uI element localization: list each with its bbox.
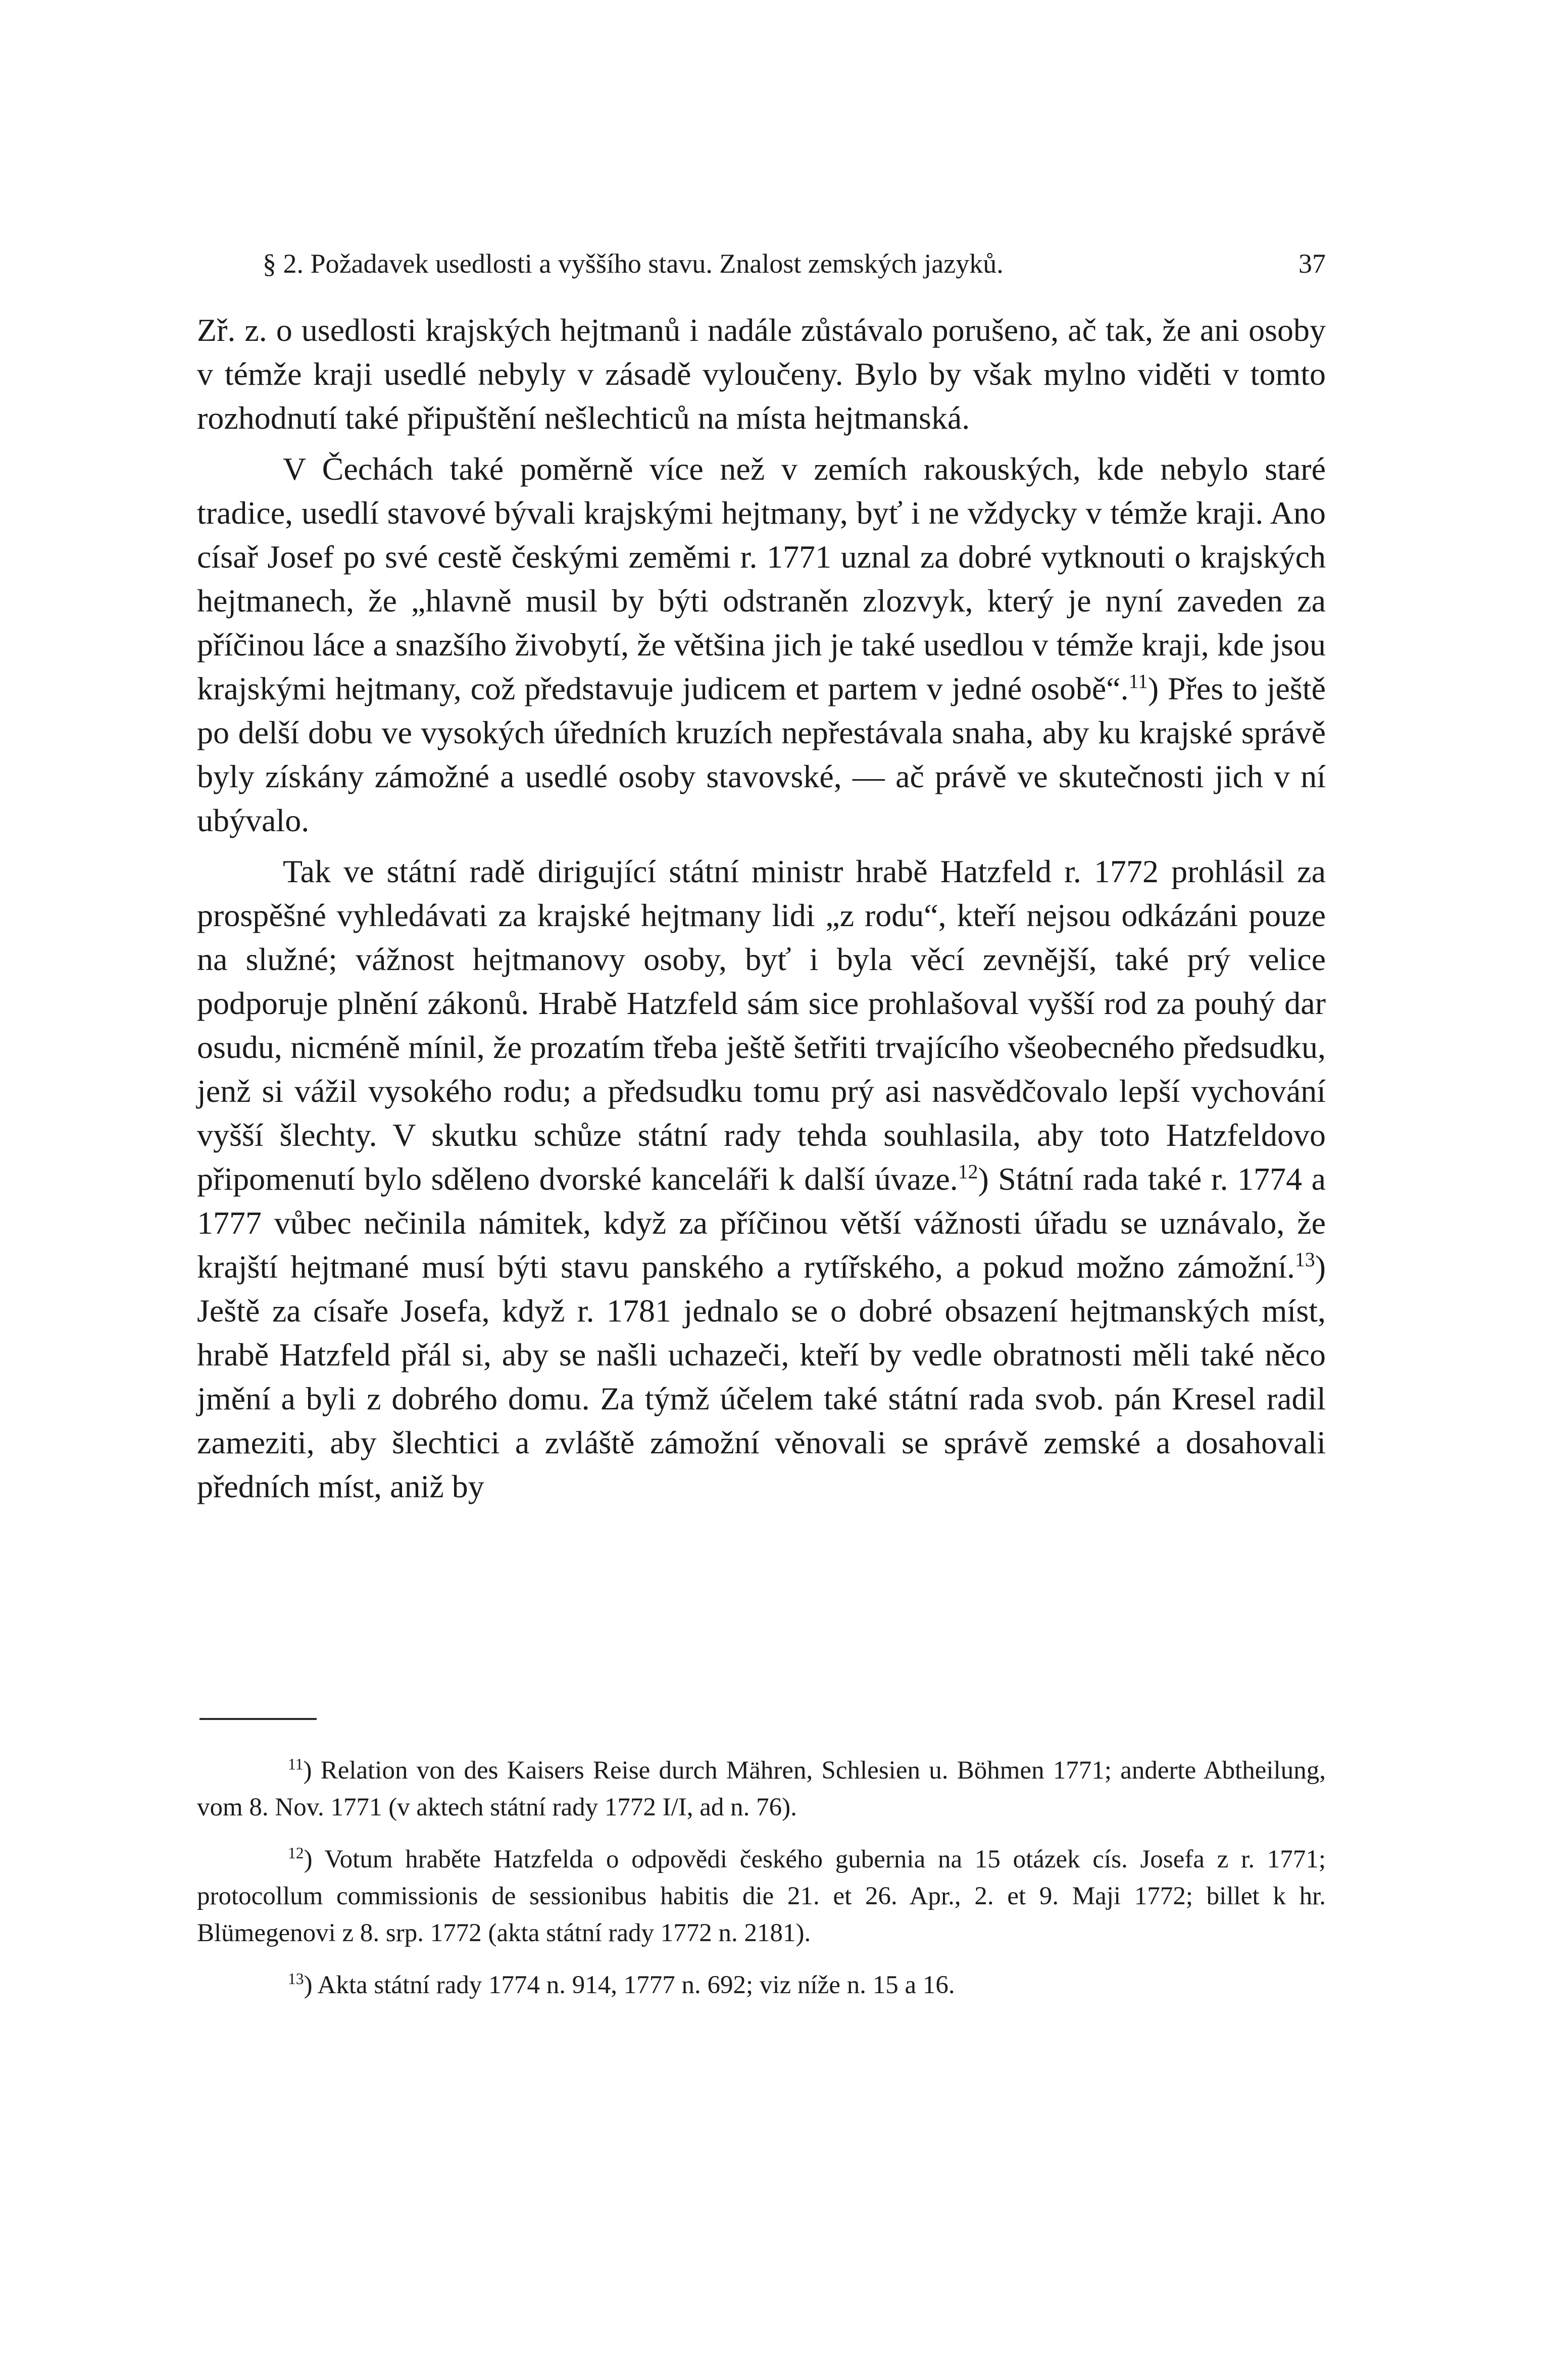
paragraph-1-text: Zř. z. o usedlosti krajských hejtmanů i nadále zůstávalo porušeno, ač tak, že ani osoby v témže kraji usedlé nebyly v zásadě vyloučeny. Bylo by však mylno viděti v tomto rozhodnutí také připuštění nešlechticů na místa hejtmanská. bbox=[197, 312, 1326, 436]
paragraph-2 bbox=[197, 447, 1326, 842]
footnote-text: ) Akta státní rady 1774 n. 914, 1777 n. 692; viz níže n. 15 a 16. bbox=[304, 1971, 955, 1999]
footnote-number: 11 bbox=[288, 1755, 304, 1773]
footnote-text: ) Relation von des Kaisers Reise durch Mähren, Schlesien u. Böhmen 1771; anderte Abtheilung, vom 8. Nov. 1771 (v aktech státní rady 1772 I/I, ad n. 76). bbox=[197, 1756, 1326, 1821]
section-title: § 2. Požadavek usedlosti a vyššího stavu. Znalost zemských jazyků. bbox=[263, 248, 1004, 279]
page-number: 37 bbox=[1298, 248, 1326, 279]
body-text bbox=[197, 308, 1326, 1508]
footnote-13 bbox=[197, 1967, 1326, 2004]
paragraph-2-text-b: ) Přes to ještě po delší dobu ve vysokých úředních kruzích nepřestávala snaha, aby ku krajské správě byly získány zámožné a usedlé osoby stavovské, — ač právě ve skutečnosti jich v ní ubývalo. bbox=[197, 671, 1326, 838]
footnotes bbox=[197, 1752, 1326, 2004]
footnote-divider bbox=[199, 1718, 317, 1720]
footnote-ref-13: 13 bbox=[1295, 1248, 1315, 1271]
footnote-text: ) Votum hraběte Hatzfelda o odpovědi českého gubernia na 15 otázek cís. Josefa z r. 1771; protocollum commissionis de sessionibus habitis die 21. et 26. Apr., 2. et 9. Maji 1772; billet k hr. Blümegenovi z 8. srp. 1772 (akta státní rady 1772 n. 2181). bbox=[197, 1845, 1326, 1947]
footnote-ref-12: 12 bbox=[958, 1160, 978, 1183]
paragraph-3-text-c: ) Ještě za císaře Josefa, když r. 1781 jednalo se o dobré obsazení hejtmanských míst, hrabě Hatzfeld přál si, aby se našli uchazeči, kteří by vedle obratnosti měli také něco jmění a byli z dobrého domu. Za týmž účelem také státní rada svob. pán Kresel radil zameziti, aby šlechtici a zvláště zámožní věnovali se správě zemské a dosahovali předních míst, aniž by bbox=[197, 1249, 1326, 1504]
running-head bbox=[263, 243, 1326, 284]
paragraph-1 bbox=[197, 308, 1326, 440]
footnote-ref-11: 11 bbox=[1128, 670, 1148, 693]
footnote-number: 12 bbox=[288, 1844, 304, 1862]
footnote-number: 13 bbox=[288, 1970, 304, 1988]
paragraph-3-text-b: ) Státní rada také r. 1774 a 1777 vůbec nečinila námitek, když za příčinou větší vážnosti úřadu se uznávalo, že krajští hejtmané musí býti stavu panského a rytířského, a pokud možno zámožní. bbox=[197, 1161, 1326, 1285]
paragraph-2-text-a: V Čechách také poměrně více než v zemích rakouských, kde nebylo staré tradice, usedlí stavové bývali krajskými hejtmany, byť i ne vždycky v témže kraji. Ano císař Josef po své cestě českými zeměmi r. 1771 uznal za dobré vytknouti o krajských hejtmanech, že „hlavně musil by býti odstraněn zlozvyk, který je nyní zaveden za příčinou láce a snazšího živobytí, že většina jich je také usedlou v témže kraji, kde jsou krajskými hejtmany, což představuje judicem et partem v jedné osobě“. bbox=[197, 451, 1326, 706]
paragraph-3-text-a: Tak ve státní radě dirigující státní ministr hrabě Hatzfeld r. 1772 prohlásil za prospěšné vyhledávati za krajské hejtmany lidi „z rodu“, kteří nejsou odkázáni pouze na služné; vážnost hejtmanovy osoby, byť i byla věcí zevnější, také prý velice podporuje plnění zákonů. Hrabě Hatzfeld sám sice prohlašoval vyšší rod za pouhý dar osudu, nicméně mínil, že prozatím třeba ještě šetřiti trvajícího všeobecného předsudku, jenž si vážil vysokého rodu; a předsudku tomu prý asi nasvědčovalo lepší vychování vyšší šlechty. V skutku schůze státní rady tehda souhlasila, aby toto Hatzfeldovo připomenutí bylo sděleno dvorské kanceláři k další úvaze. bbox=[197, 853, 1326, 1197]
footnote-12 bbox=[197, 1841, 1326, 1952]
paragraph-3 bbox=[197, 849, 1326, 1508]
footnote-11 bbox=[197, 1752, 1326, 1826]
